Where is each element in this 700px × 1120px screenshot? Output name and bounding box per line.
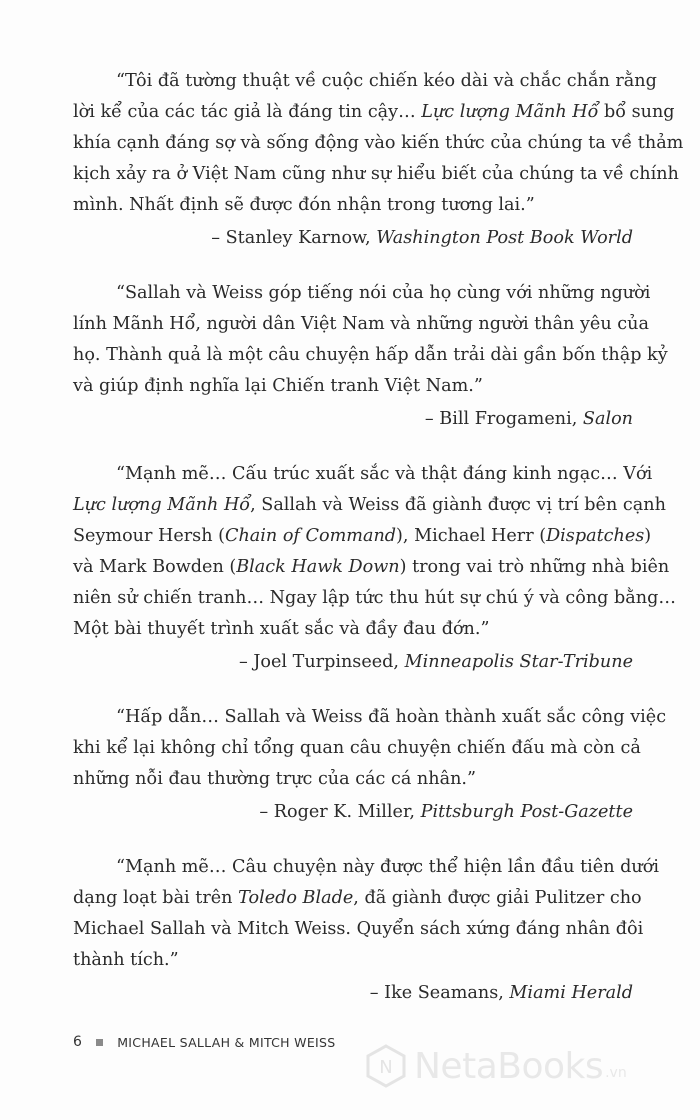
watermark xyxy=(364,1044,627,1088)
quote-segment: và giúp định nghĩa lại Chiến tranh Việt Nam.” xyxy=(73,376,483,396)
quote-segment: họ. Thành quả là một câu chuyện hấp dẫn trải dài gần bốn thập kỷ xyxy=(73,345,668,365)
quote-line xyxy=(73,340,668,371)
quote-segment: ), Michael Herr ( xyxy=(396,526,547,546)
quote-text xyxy=(73,66,684,221)
review-quote xyxy=(73,852,659,1009)
quote-segment: Michael Sallah và Mitch Weiss. Quyển sách xứng đáng nhân đôi xyxy=(73,919,644,939)
quote-line xyxy=(73,702,667,733)
quote-line xyxy=(73,459,653,490)
netabooks-logo-icon xyxy=(364,1044,408,1088)
quote-segment: “Mạnh mẽ… Câu chuyện này được thể hiện lần đầu tiên dưới xyxy=(116,857,659,877)
review-quote xyxy=(73,278,668,435)
quote-line xyxy=(73,552,670,583)
quote-line xyxy=(73,733,641,764)
quote-attribution xyxy=(73,797,633,828)
quote-segment: Một bài thuyết trình xuất sắc và đầy đau đớn.” xyxy=(73,619,490,639)
quote-segment: thành tích.” xyxy=(73,950,179,970)
quote-segment: lính Mãnh Hổ, người dân Việt Nam và những người thân yêu của xyxy=(73,314,649,334)
quote-segment: “Sallah và Weiss góp tiếng nói của họ cùng với những người xyxy=(116,283,651,303)
quote-segment: “Hấp dẫn… Sallah và Weiss đã hoàn thành xuất sắc công việc xyxy=(116,707,667,727)
review-quote xyxy=(73,702,667,828)
quote-attribution xyxy=(73,978,633,1009)
quote-line xyxy=(73,159,679,190)
attribution-source: Miami Herald xyxy=(509,983,633,1003)
quote-line xyxy=(73,97,675,128)
quote-segment: “Mạnh mẽ… Cấu trúc xuất sắc và thật đáng kinh ngạc… Với xyxy=(116,464,653,484)
quote-text xyxy=(73,459,676,645)
quote-line xyxy=(73,66,657,97)
italic-title: Dispatches xyxy=(546,526,645,546)
quote-segment: dạng loạt bài trên xyxy=(73,888,239,908)
attribution-author: – Roger K. Miller, xyxy=(259,802,421,822)
quote-segment: bổ sung xyxy=(598,102,675,122)
quote-line xyxy=(73,583,676,614)
quote-segment: kịch xảy ra ở Việt Nam cũng như sự hiểu biết của chúng ta về chính xyxy=(73,164,679,184)
quote-segment: những nỗi đau thường trực của các cá nhân.” xyxy=(73,769,476,789)
watermark-brand: NetaBooks xyxy=(414,1045,604,1087)
quote-line xyxy=(73,945,633,976)
italic-title: Lực lượng Mãnh Hổ xyxy=(421,102,599,122)
quote-line xyxy=(73,764,633,795)
quote-segment: mình. Nhất định sẽ được đón nhận trong tương lai.” xyxy=(73,195,535,215)
quote-line xyxy=(73,371,633,402)
attribution-author: – Joel Turpinseed, xyxy=(238,652,405,672)
attribution-author: – Ike Seamans, xyxy=(369,983,510,1003)
quote-line xyxy=(73,914,644,945)
quote-segment: , Sallah và Weiss đã giành được vị trí bên cạnh xyxy=(250,495,666,515)
quote-attribution xyxy=(73,404,633,435)
attribution-source: Salon xyxy=(582,409,633,429)
review-quote xyxy=(73,459,676,678)
quote-text xyxy=(73,702,667,795)
italic-title: Toledo Blade xyxy=(238,888,354,908)
quote-segment: “Tôi đã tường thuật về cuộc chiến kéo dài và chắc chắn rằng xyxy=(116,71,657,91)
quote-segment: lời kể của các tác giả là đáng tin cậy… xyxy=(73,102,422,122)
italic-title: Chain of Command xyxy=(225,526,397,546)
quote-segment: khía cạnh đáng sợ và sống động vào kiến thức của chúng ta về thảm xyxy=(73,133,684,153)
attribution-source: Washington Post Book World xyxy=(376,228,633,248)
quote-line xyxy=(73,278,651,309)
page-footer xyxy=(73,1034,335,1050)
quote-attribution xyxy=(73,223,633,254)
attribution-source: Pittsburgh Post-Gazette xyxy=(420,802,633,822)
italic-title: Black Hawk Down xyxy=(236,557,400,577)
watermark-suffix: .vn xyxy=(605,1065,627,1081)
quote-segment: và Mark Bowden ( xyxy=(73,557,237,577)
quote-attribution xyxy=(73,647,633,678)
quote-segment: , đã giành được giải Pulitzer cho xyxy=(353,888,642,908)
page-number: 6 xyxy=(73,1034,83,1050)
footer-separator xyxy=(96,1039,103,1046)
quote-segment: niên sử chiến tranh… Ngay lập tức thu hút sự chú ý và công bằng… xyxy=(73,588,676,608)
quote-line xyxy=(73,852,659,883)
quote-line xyxy=(73,521,652,552)
review-quote xyxy=(73,66,684,254)
italic-title: Lực lượng Mãnh Hổ xyxy=(73,495,251,515)
quote-line xyxy=(73,190,633,221)
quote-line xyxy=(73,883,642,914)
quote-line xyxy=(73,614,633,645)
quote-segment: Seymour Hersh ( xyxy=(73,526,225,546)
quote-line xyxy=(73,309,649,340)
quote-text xyxy=(73,278,668,402)
quote-segment: ) xyxy=(644,526,652,546)
quote-line xyxy=(73,490,666,521)
quote-line xyxy=(73,128,684,159)
quotes-container xyxy=(73,66,684,1033)
quote-segment: khi kể lại không chỉ tổng quan câu chuyện chiến đấu mà còn cả xyxy=(73,738,641,758)
attribution-author: – Bill Frogameni, xyxy=(424,409,583,429)
attribution-author: – Stanley Karnow, xyxy=(211,228,377,248)
quote-text xyxy=(73,852,659,976)
svg-text:N: N xyxy=(379,1057,393,1078)
quote-segment: ) trong vai trò những nhà biên xyxy=(399,557,670,577)
attribution-source: Minneapolis Star-Tribune xyxy=(404,652,633,672)
running-head: MICHAEL SALLAH & MITCH WEISS xyxy=(117,1034,336,1050)
